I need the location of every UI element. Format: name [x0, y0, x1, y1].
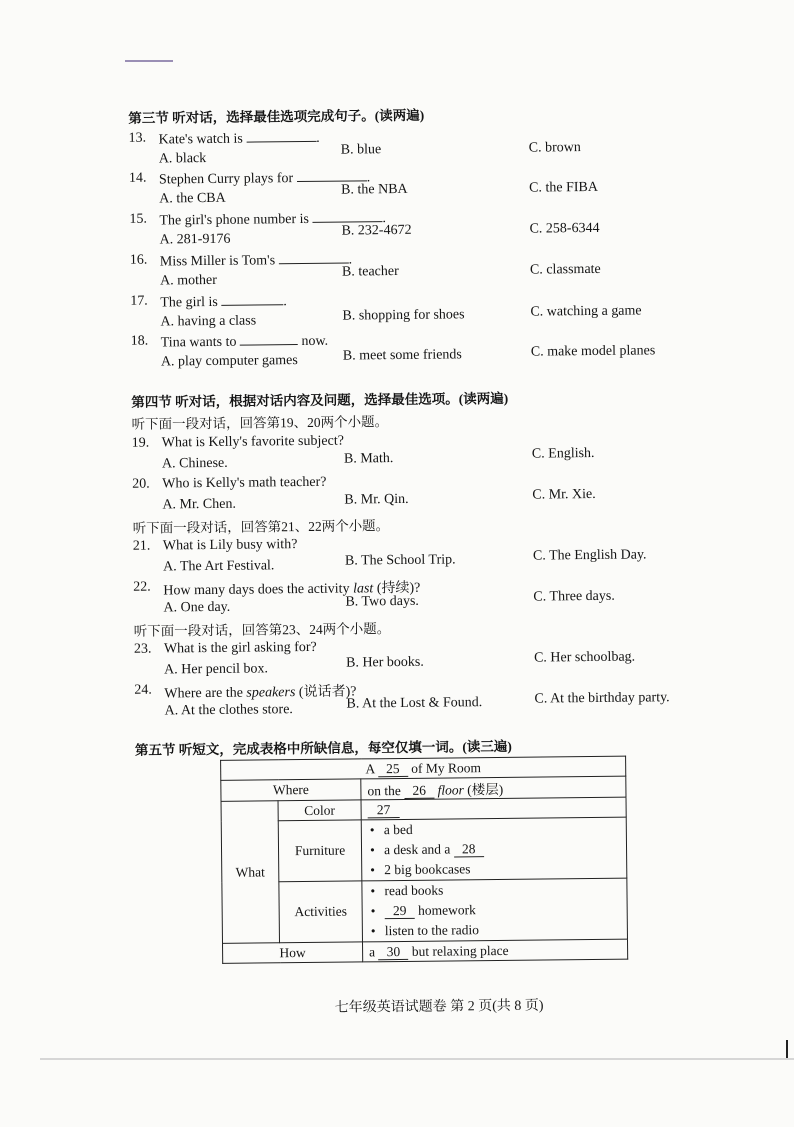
activities-list [362, 878, 628, 942]
question-22 [133, 574, 693, 622]
furniture-item: • a desk and a 28 [362, 838, 626, 861]
question-number: 21. [132, 538, 151, 554]
option-c: C. English. [531, 445, 595, 462]
option-a: A. One day. [163, 599, 231, 616]
question-16 [130, 247, 690, 295]
option-a: A. The Art Festival. [162, 558, 275, 575]
section5-title: 第五节 听短文，完成表格中所缺信息，每空仅填一词。(读三遍) [134, 738, 512, 758]
question-stem: What is Lily busy with? [162, 537, 298, 554]
question-18 [131, 328, 691, 376]
option-c: C. Three days. [533, 588, 615, 605]
question-23 [134, 636, 694, 684]
furniture-item: • a bed [369, 821, 413, 838]
option-b: B. The School Trip. [344, 552, 456, 569]
activity-item: • read books [370, 882, 444, 899]
option-a: A. Chinese. [161, 455, 228, 472]
option-c: C. Her schoolbag. [533, 649, 636, 666]
page-footer: 七年级英语试题卷 第 2 页(共 8 页) [334, 998, 544, 1016]
answer-blank [221, 292, 283, 306]
question-number: 16. [129, 252, 148, 268]
room-info-table [220, 756, 628, 964]
furniture-item: • 2 big bookcases [370, 861, 471, 878]
answer-blank [279, 251, 349, 265]
question-stem: The girl's phone number is . [159, 211, 387, 229]
option-b: B. At the Lost & Found. [346, 695, 483, 712]
option-b: B. meet some friends [342, 347, 462, 364]
section4-intro-23-24: 听下面一段对话，回答第23、24两个小题。 [133, 621, 391, 639]
question-stem: Stephen Curry plays for . [158, 170, 371, 188]
how-label: How [223, 942, 363, 963]
question-19 [132, 430, 692, 478]
option-b: B. 232-4672 [341, 222, 412, 239]
option-a: A. black [158, 151, 207, 167]
option-b: B. Two days. [345, 593, 419, 610]
question-stem: Who is Kelly's math teacher? [162, 474, 327, 492]
option-c: C. The English Day. [532, 547, 647, 564]
option-a: A. play computer games [160, 353, 298, 370]
blank-30: 30 [378, 944, 408, 959]
question-number: 13. [128, 130, 147, 146]
question-stem: Tina wants to now. [160, 333, 329, 351]
furniture-label: Furniture [278, 820, 362, 882]
furniture-list [361, 817, 627, 881]
section4-title: 第四节 听对话，根据对话内容及问题，选择最佳选项。(读两遍) [131, 390, 509, 410]
question-number: 23. [133, 641, 152, 657]
table-title-cell: A 25 of My Room [221, 756, 626, 780]
question-number: 18. [130, 333, 149, 349]
answer-blank [312, 209, 382, 223]
option-a: A. 281-9176 [159, 231, 231, 248]
question-number: 15. [129, 211, 147, 227]
question-number: 17. [130, 293, 148, 309]
option-a: A. Her pencil box. [164, 661, 269, 678]
option-b: B. Mr. Qin. [344, 491, 409, 508]
option-c: C. classmate [529, 261, 601, 278]
blank-27: 27 [368, 803, 400, 818]
question-stem: Where are the speakers (说话者)? [164, 684, 357, 702]
option-b: B. the NBA [341, 181, 408, 198]
question-number: 24. [134, 682, 152, 698]
option-a: A. mother [159, 272, 217, 289]
answer-blank [297, 168, 367, 182]
question-stem: How many days does the activity last (持续)? [163, 580, 421, 599]
question-20 [132, 471, 692, 519]
question-stem: Miss Miller is Tom's . [159, 252, 353, 270]
option-b: B. Her books. [345, 654, 424, 671]
question-number: 20. [132, 476, 150, 492]
section4-intro-21-22: 听下面一段对话，回答第21、22两个小题。 [132, 518, 390, 536]
option-b: B. blue [340, 142, 382, 158]
activity-item: • listen to the radio [370, 922, 480, 939]
question-21 [133, 533, 693, 581]
activities-label: Activities [279, 881, 363, 943]
how-value: a 30 but relaxing place [362, 939, 627, 962]
question-14 [129, 165, 689, 213]
option-a: A. Mr. Chen. [162, 496, 236, 513]
option-c: C. Mr. Xie. [532, 486, 596, 503]
blank-26: 26 [404, 784, 434, 799]
blank-28: 28 [454, 842, 484, 857]
option-a: A. At the clothes store. [164, 702, 293, 719]
question-number: 19. [131, 435, 150, 451]
answer-blank [246, 129, 316, 143]
question-number: 14. [128, 170, 147, 186]
question-stem: Kate's watch is . [158, 130, 320, 148]
activity-item: • 29 homework [370, 902, 476, 919]
color-value [361, 797, 626, 820]
question-number: 22. [133, 579, 151, 595]
option-c: C. the FIBA [529, 179, 599, 196]
option-b: B. shopping for shoes [342, 307, 465, 324]
blank-29: 29 [385, 904, 415, 919]
answer-blank [240, 332, 298, 346]
color-label: Color [278, 800, 361, 821]
option-b: B. Math. [343, 451, 394, 467]
option-c: C. At the birthday party. [534, 690, 670, 707]
what-label: What [221, 801, 279, 944]
option-c: C. watching a game [530, 303, 642, 320]
blank-25: 25 [378, 761, 408, 776]
question-stem: What is the girl asking for? [163, 639, 317, 657]
question-24 [134, 677, 694, 725]
section4-intro-19-20: 听下面一段对话，回答第19、20两个小题。 [131, 414, 389, 432]
section3-title: 第三节 听对话，选择最佳选项完成句子。(读两遍) [128, 107, 425, 126]
question-stem: The girl is . [160, 294, 287, 311]
question-stem: What is Kelly's favorite subject? [161, 433, 344, 451]
where-label: Where [221, 779, 361, 801]
option-a: A. having a class [160, 313, 257, 330]
option-a: A. the CBA [159, 190, 226, 207]
option-c: C. make model planes [530, 343, 656, 360]
option-c: C. 258-6344 [529, 220, 600, 237]
question-15 [129, 206, 689, 254]
option-b: B. teacher [341, 263, 399, 280]
option-c: C. brown [528, 140, 581, 156]
where-value: on the 26 floor (楼层) [361, 776, 626, 800]
